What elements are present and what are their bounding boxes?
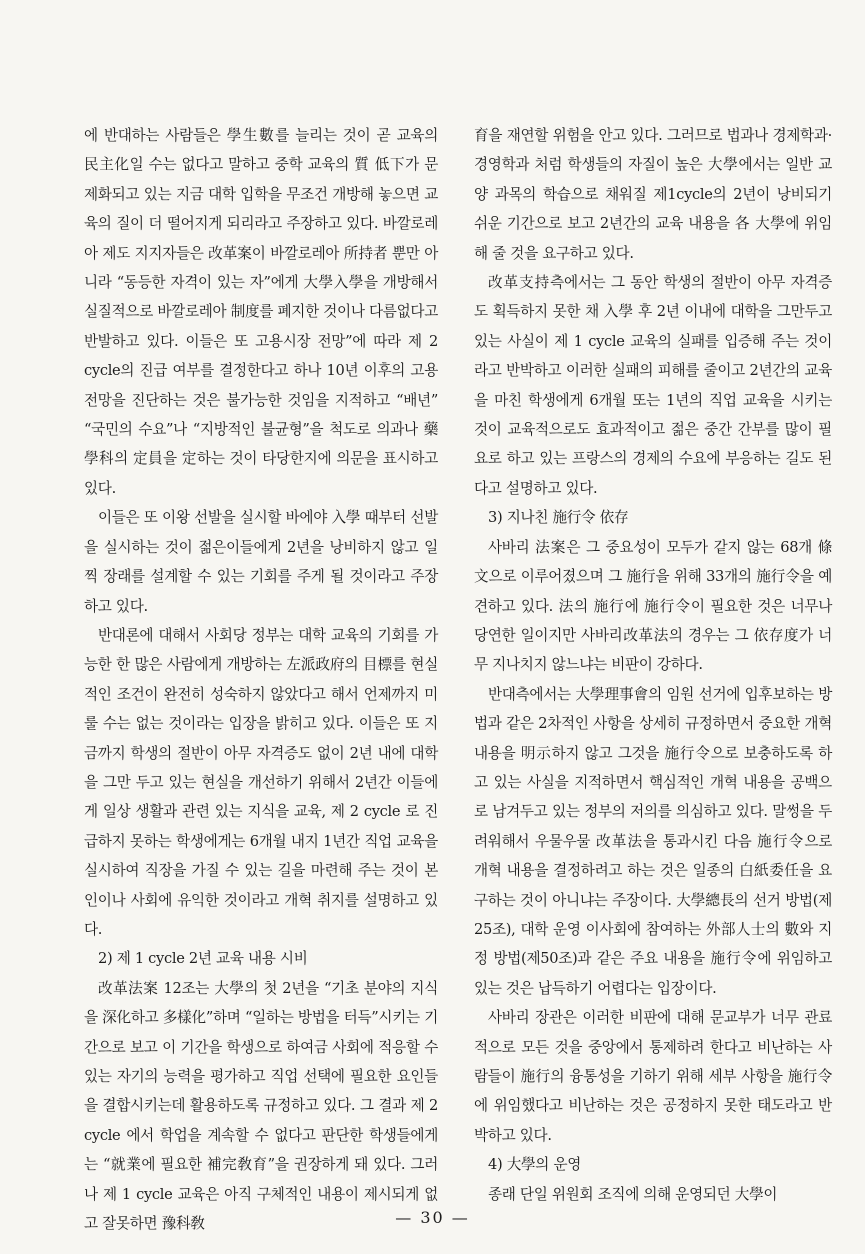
- left-paragraph-1: 에 반대하는 사람들은 學生數를 늘리는 것이 곧 교육의 民主化일 수는 없다고 말하고 중학 교육의 質 低下가 문제화되고 있는 지금 대학 입학을 무조건 개방해 놓으면 교육의 질이 더 떨어지게 되리라고 주장하고 있다. 바깔로레아 제도 지지자들은 改革案이 바깔로레아 所持者 뿐만 아니라 “동등한 자격이 있는 자”에게 大學入學을 개방해서 실질적으로 바깔로레아 制度를 폐지한 것이나 다름없다고 반발하고 있다. 이들은 또 고용시장 전망”에 따라 제 2 cycle의 진급 여부를 결정한다고 하나 10년 이후의 고용 전망을 진단하는 것은 불가능한 것임을 지적하고 “배년” “국민의 수요”나 “지방적인 불균형”을 척도로 의과나 藥學科의 定員을 定하는 것이 타당한지에 의문을 표시하고 있다.: [84, 127, 438, 497]
- section-heading-3: 3) 지나친 施行令 依存: [488, 509, 629, 527]
- right-column: [474, 121, 832, 1209]
- right-paragraph-5: 사바리 장관은 이러한 비판에 대해 문교부가 너무 관료적으로 모든 것을 중앙에서 통제하려 한다고 비난하는 사람들이 施行의 융통성을 기하기 위해 세부 사항을 施行令에 위임했다고 비난하는 것은 공정하지 못한 태도라고 반박하고 있다.: [474, 1009, 832, 1144]
- section-heading-4: 4) 大學의 운영: [488, 1156, 582, 1174]
- page-number: — 30 —: [395, 1208, 470, 1227]
- left-column: [84, 121, 438, 1238]
- right-paragraph-6: 종래 단일 위원회 조직에 의해 운영되던 大學이: [488, 1185, 778, 1203]
- right-paragraph-1: 育을 재연할 위험을 안고 있다. 그러므로 법과나 경제학과·경영학과 처럼 학생들의 자질이 높은 大學에서는 일반 교양 과목의 학습으로 채워질 제1cycle의 2년이 낭비되기 쉬운 기간으로 보고 2년간의 교육 내용을 各 大學에 위임해 줄 것을 요구하고 있다.: [474, 127, 832, 262]
- section-heading-2: 2) 제 1 cycle 2년 교육 내용 시비: [98, 950, 308, 968]
- left-paragraph-3: 반대론에 대해서 사회당 정부는 대학 교육의 기회를 가능한 한 많은 사람에게 개방하는 左派政府의 目標를 현실적인 조건이 완전히 성숙하지 않았다고 해서 언제까지 미룰 수는 없는 것이라는 입장을 밝히고 있다. 이들은 또 지금까지 학생의 절반이 아무 자격증도 없이 2년 내에 대학을 그만 두고 있는 현실을 개선하기 위해서 2년간 이들에게 일상 생활과 관련 있는 지식을 교육, 제 2 cycle 로 진급하지 못하는 학생에게는 6개월 내지 1년간 직업 교육을 실시하여 직장을 가질 수 있는 길을 마련해 주는 것이 본인이나 사회에 유익한 것이라고 개혁 취지를 설명하고 있다.: [84, 626, 438, 938]
- left-paragraph-4: 改革法案 12조는 大學의 첫 2년을 “기초 분야의 지식을 深化하고 多樣化”하며 “일하는 방법을 터득”시키는 기간으로 보고 이 기간을 학생으로 하여금 사회에 적응할 수 있는 자기의 능력을 평가하고 직업 선택에 필요한 요인들을 결합시키는데 활용하도록 규정하고 있다. 그 결과 제 2 cycle 에서 학업을 계속할 수 없다고 판단한 학생들에게는 “就業에 필요한 補完敎育”을 권장하게 돼 있다. 그러나 제 1 cycle 교육은 아직 구체적인 내용이 제시되게 없고 잘못하면 豫科敎: [84, 979, 438, 1233]
- right-paragraph-2: 改革支持측에서는 그 동안 학생의 절반이 아무 자격증도 획득하지 못한 채 入學 후 2년 이내에 대학을 그만두고 있는 사실이 제 1 cycle 교육의 실패를 입증해 주는 것이라고 반박하고 이러한 실패의 피해를 줄이고 2년간의 교육을 마친 학생에게 6개월 또는 1년의 직업 교육을 시키는 것이 교육적으로도 효과적이고 젊은 중간 간부를 많이 필요로 하고 있는 프랑스의 경제의 수요에 부응하는 길도 된다고 설명하고 있다.: [474, 274, 832, 497]
- right-paragraph-3: 사바리 法案은 그 중요성이 모두가 같지 않는 68개 條文으로 이루어졌으며 그 施行을 위해 33개의 施行令을 예견하고 있다. 法의 施行에 施行令이 필요한 것은 너무나 당연한 일이지만 사바리改革法의 경우는 그 依存度가 너무 지나치지 않느냐는 비판이 강하다.: [474, 538, 832, 674]
- left-paragraph-2: 이들은 또 이왕 선발을 실시할 바에야 入學 때부터 선발을 실시하는 것이 젊은이들에게 2년을 낭비하지 않고 일찍 장래를 설계할 수 있는 기회를 주게 될 것이라고 주장하고 있다.: [84, 509, 438, 615]
- right-paragraph-4: 반대측에서는 大學理事會의 임원 선거에 입후보하는 방법과 같은 2차적인 사항을 상세히 규정하면서 중요한 개혁 내용을 明示하지 않고 그것을 施行令으로 보충하도록 하고 있는 사실을 지적하면서 핵심적인 개혁 내용을 공백으로 남겨두고 있는 정부의 저의를 의심하고 있다. 말썽을 두려워해서 우물우물 改革法을 통과시킨 다음 施行令으로 개혁 내용을 결정하려고 하는 것은 일종의 白紙委任을 요구하는 것이 아니냐는 주장이다. 大學總長의 선거 방법(제25조), 대학 운영 이사회에 참여하는 外部人士의 數와 지정 방법(제50조)과 같은 주요 내용을 施行令에 위임하고 있는 것은 납득하기 어렵다는 입장이다.: [474, 685, 832, 997]
